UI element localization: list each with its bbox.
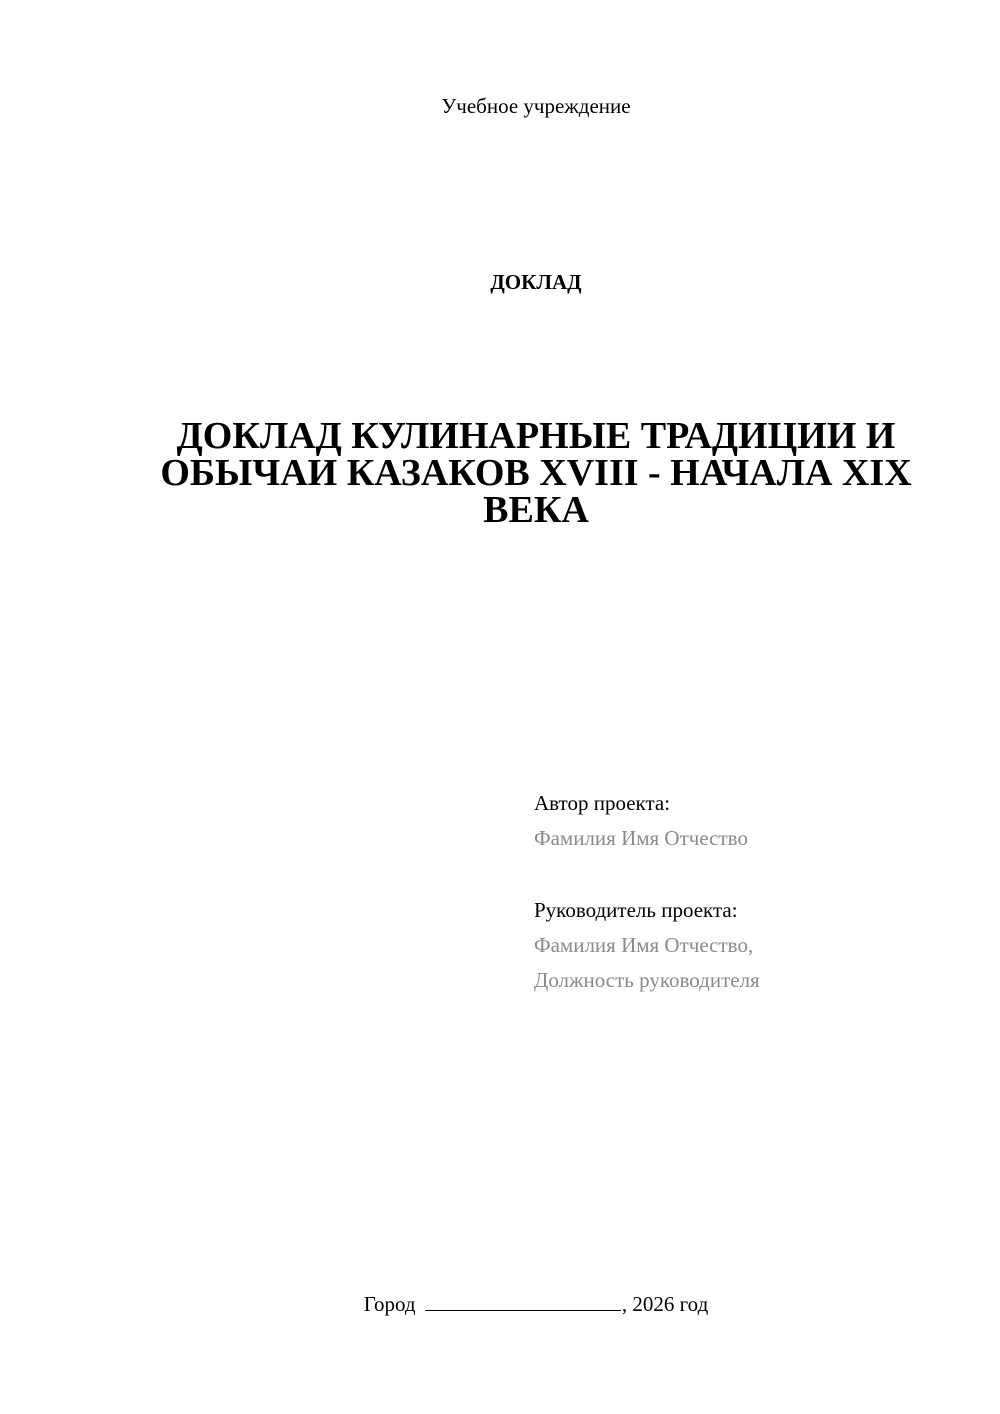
city-blank-line <box>425 1290 621 1311</box>
supervisor-name: Фамилия Имя Отчество, <box>534 933 754 957</box>
institution-name: Учебное учреждение <box>441 94 631 118</box>
supervisor-block <box>534 893 934 998</box>
supervisor-label: Руководитель проекта: <box>534 898 738 922</box>
author-name: Фамилия Имя Отчество <box>534 826 748 850</box>
city-year-line <box>0 1290 1000 1318</box>
report-title-line: ДОКЛАД КУЛИНАРНЫЕ ТРАДИЦИИ И <box>176 415 896 457</box>
author-block <box>534 786 934 856</box>
report-title-line: ВЕКА <box>483 489 589 531</box>
supervisor-position: Должность руководителя <box>534 968 760 992</box>
report-title-line: ОБЫЧАИ КАЗАКОВ XVIII - НАЧАЛА XIX <box>160 452 912 494</box>
author-label: Автор проекта: <box>534 791 671 815</box>
report-title <box>150 415 922 531</box>
year-text: , 2026 год <box>621 1292 709 1316</box>
city-label: Город <box>363 1292 416 1316</box>
document-type: ДОКЛАД <box>490 270 582 294</box>
